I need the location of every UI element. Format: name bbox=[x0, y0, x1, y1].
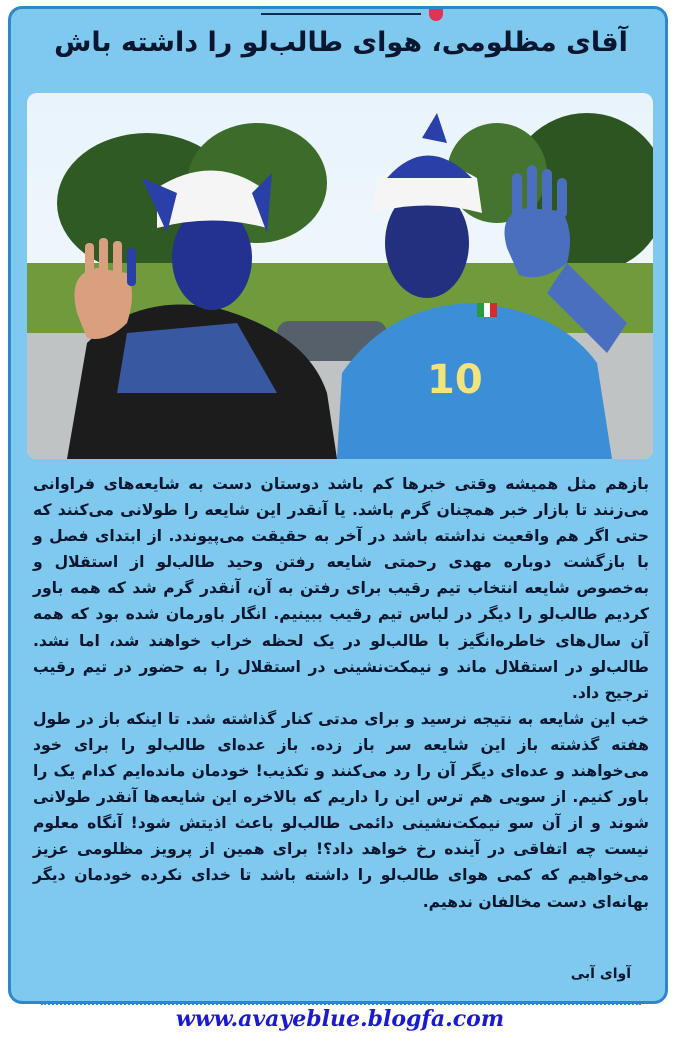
article-card bbox=[8, 6, 668, 1004]
article-paragraph-2: خب این شایعه به نتیجه نرسید و برای مدتی کنار گذاشته شد. تا اینکه باز در طول هفته گذشته باز این شایعه سر باز زده. باز عده‌ای طالب‌لو را برای خود می‌خواهند و عده‌ای دیگر آن را رد می‌کنند و تکذیب! خودمان مانده‌ایم کدام یک را باور کنیم. از سویی هم ترس این را داریم که بالاخره این شایعه‌ها آنقدر طولانی شوند و از آن سو نیمکت‌نشینی دائمی طالب‌لو باعث اذیتش شود! آنگاه معلوم نیست چه اتفاقی در آینده رخ خواهد داد؟! برای همین از پرویز مظلومی عزیز می‌خواهیم که کمی هوای طالب‌لو را داشته باشد تا خدای نکرده خودمان دیگر بهانه‌ای دست مخالفان ندهیم. bbox=[33, 709, 649, 911]
author-byline: آوای آبی bbox=[570, 966, 631, 982]
red-accent-tab bbox=[429, 9, 443, 21]
jersey-number-icon: 10 bbox=[427, 357, 483, 403]
footer-url-link[interactable]: www.avayeblue.blogfa.com bbox=[175, 1006, 505, 1032]
fans-photo-illustration bbox=[27, 93, 653, 459]
article-paragraph-1: بازهم مثل همیشه وقتی خبرها کم باشد دوستان دست به شایعه‌های فراوانی می‌زنند تا بازار خبر همچنان گرم باشد. یا آنقدر این شایعه را طولانی می‌کنند که حتی اگر هم واقعیت نداشته باشد در آخر به حقیقت می‌پیوندد. از ابتدای فصل و با بازگشت دوباره مهدی رحمتی شایعه رفتن وحید طالب‌لو از استقلال و به‌خصوص شایعه انتخاب تیم رقیب برای رفتن به آن، آنقدر گرم شد که همه باور کردیم طالب‌لو را دیگر در لباس تیم رقیب ببینیم. انگار باورمان شده بود که همه آن سال‌های خاطره‌انگیز با طالب‌لو در یک لحظه خراب خواهند شد، اما نشد. طالب‌لو در استقلال ماند و نیمکت‌نشینی در استقلال را به حضور در تیم رقیب ترجیح داد. bbox=[33, 475, 649, 702]
headline: آقای مظلومی، هوای طالب‌لو را داشته باش bbox=[54, 27, 628, 58]
top-divider bbox=[261, 13, 421, 15]
article-body bbox=[33, 471, 649, 915]
article-photo bbox=[27, 93, 653, 459]
